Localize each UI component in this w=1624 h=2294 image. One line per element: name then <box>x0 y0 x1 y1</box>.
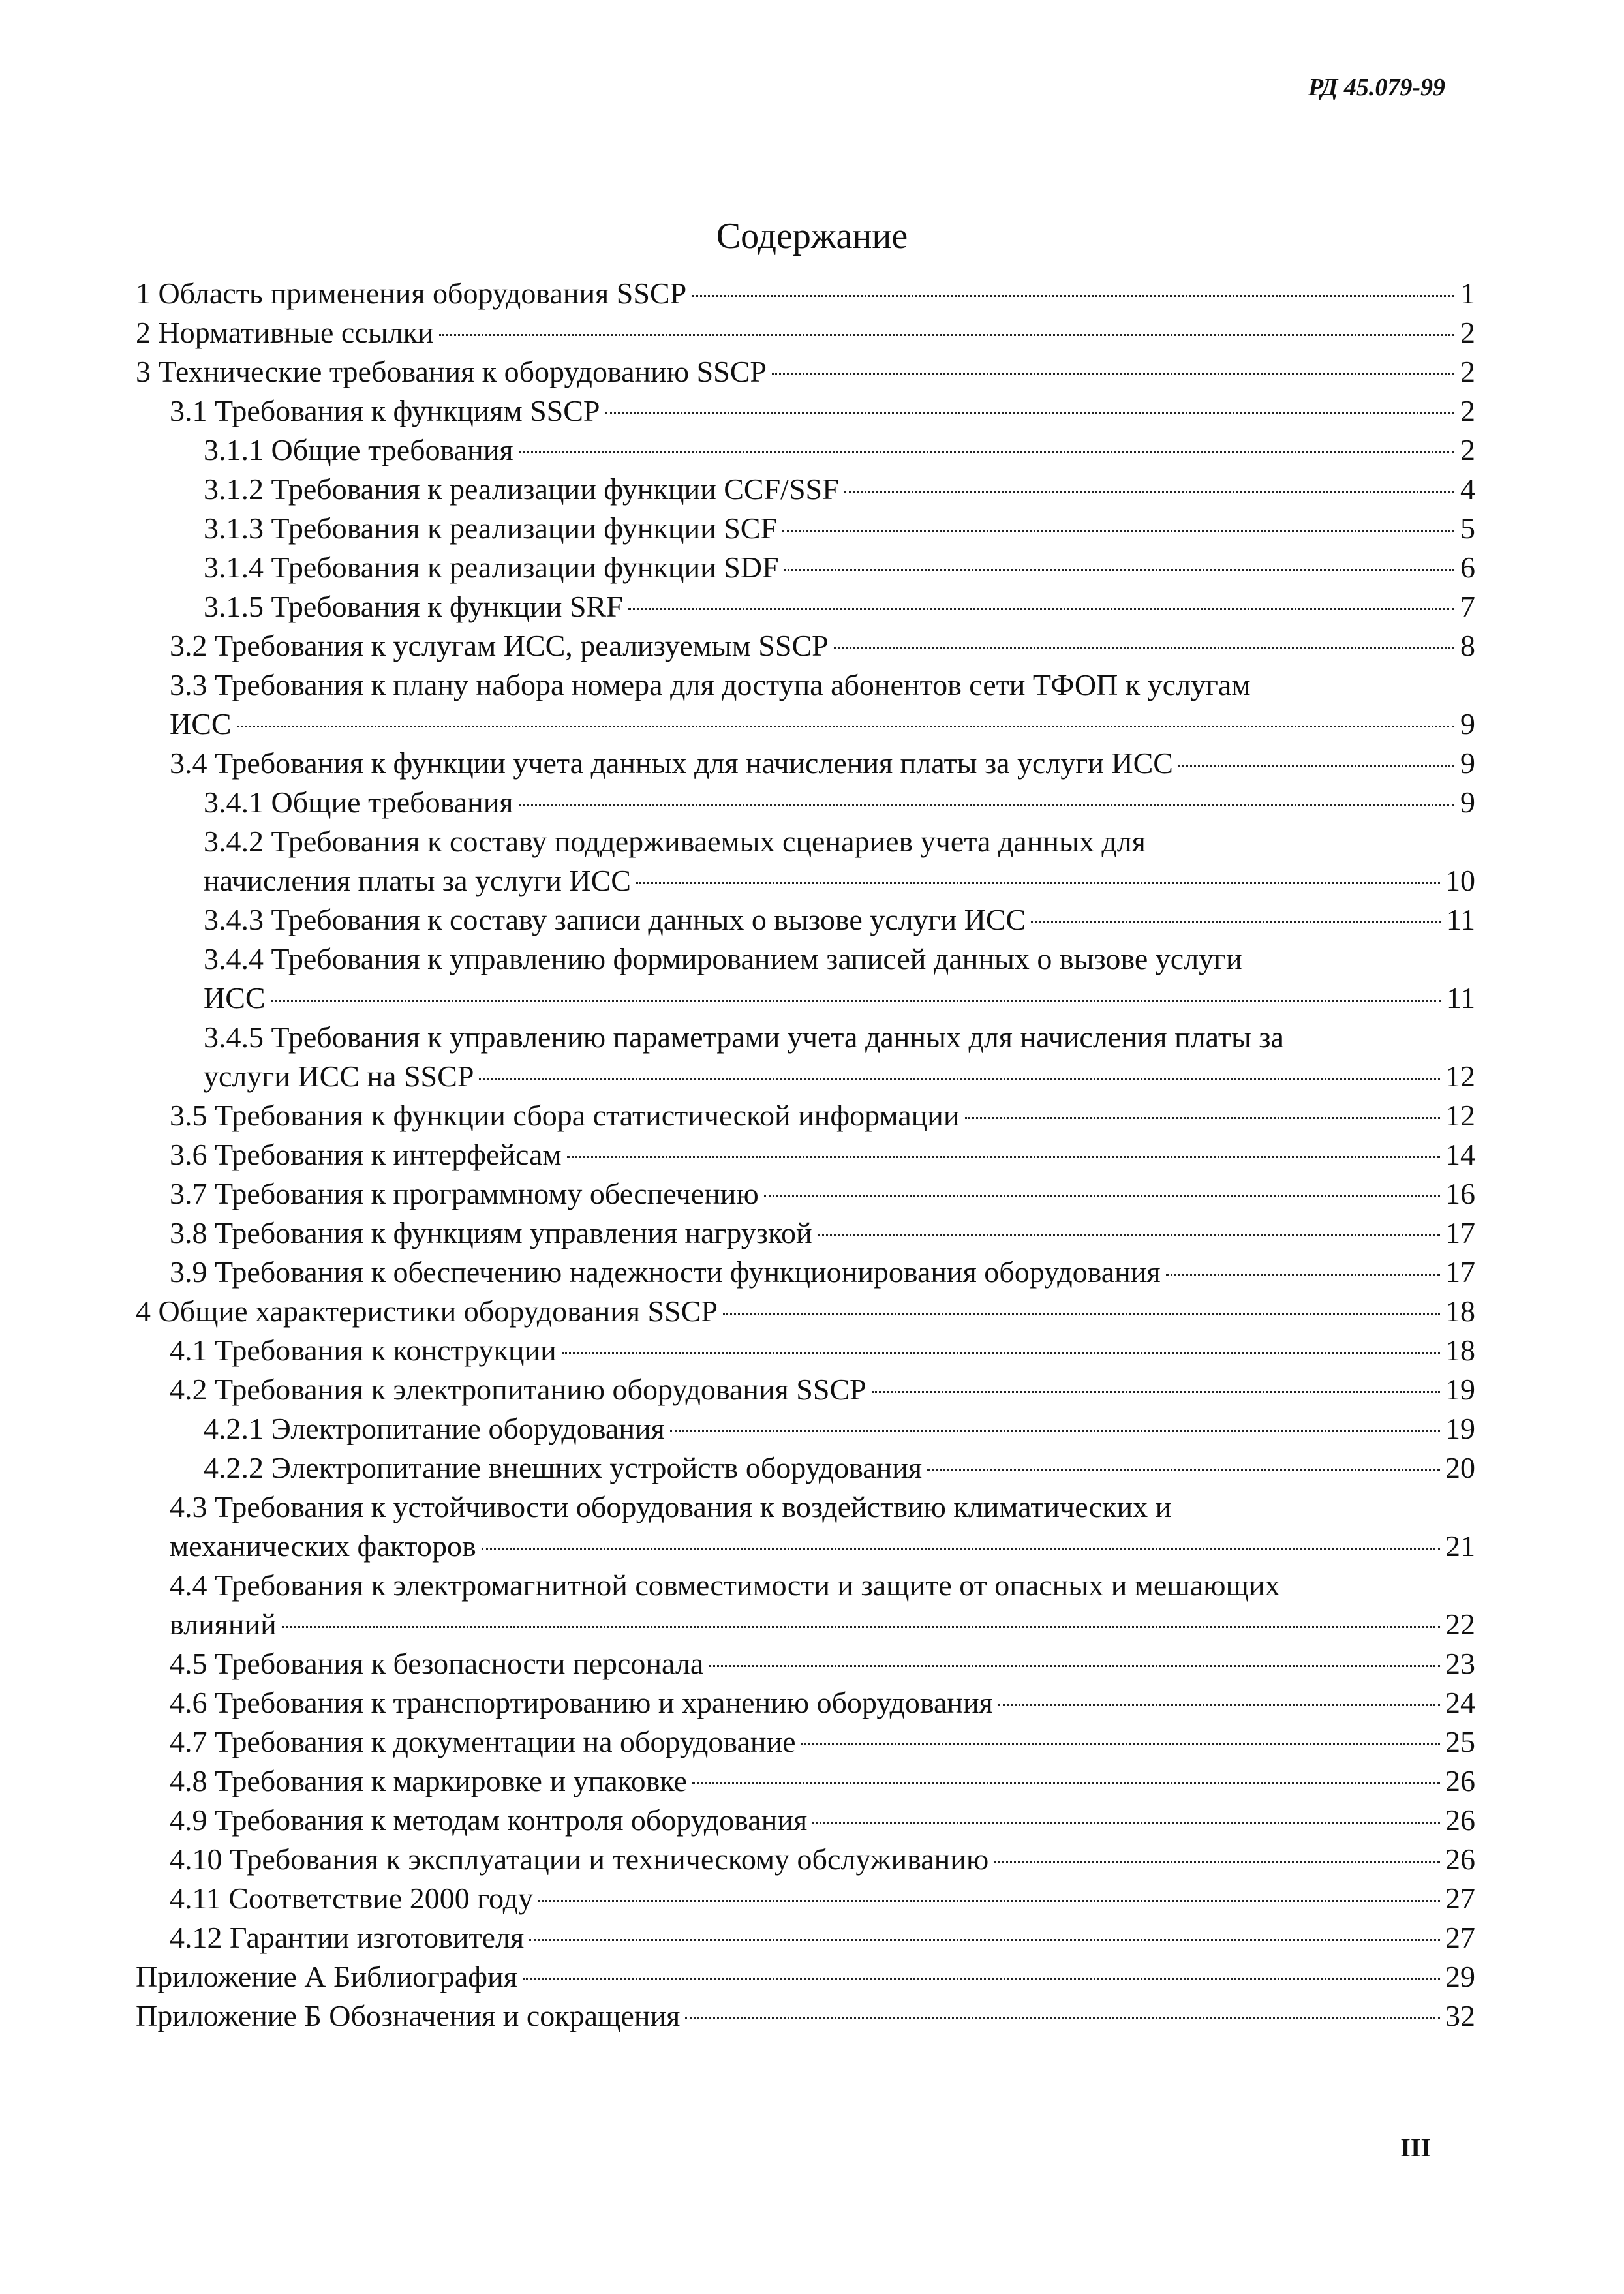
toc-entry-title: 3.1.1 Общие требования <box>204 433 513 466</box>
dot-leader <box>772 373 1454 375</box>
dot-leader <box>764 1195 1440 1197</box>
toc-entry-title: 4 Общие характеристики оборудования SSCP <box>136 1294 718 1328</box>
toc-page-number: 26 <box>1445 1803 1475 1837</box>
document-code: РД 45.079-99 <box>1308 74 1445 101</box>
toc-entry-title: 4.12 Гарантии изготовителя <box>170 1921 525 1954</box>
toc-page-number: 6 <box>1460 551 1475 584</box>
dot-leader <box>927 1469 1440 1471</box>
toc-entry[interactable] <box>136 1214 1475 1253</box>
toc-entry[interactable] <box>136 431 1475 470</box>
dot-leader <box>998 1704 1440 1706</box>
dot-leader <box>628 608 1454 610</box>
toc-entry-title: 3.4 Требования к функции учета данных для начисления платы за услуги ИСС <box>170 746 1173 780</box>
dot-leader <box>994 1861 1440 1863</box>
toc-page-number: 10 <box>1445 864 1475 897</box>
toc-entry-title: 3.7 Требования к программному обеспечению <box>170 1177 759 1210</box>
toc-entry-title: 3.4.3 Требования к составу записи данных о вызове услуги ИСС <box>204 903 1026 936</box>
toc-entry[interactable] <box>136 1174 1475 1214</box>
toc-entry[interactable] <box>136 1566 1475 1644</box>
toc-entry-title: 3 Технические требования к оборудованию SSCP <box>136 355 767 388</box>
toc-entry-title: 4.9 Требования к методам контроля оборудования <box>170 1803 808 1837</box>
toc-entry[interactable] <box>136 509 1475 548</box>
toc-entry-title: Приложение А Библиография <box>136 1960 517 1993</box>
dot-leader <box>562 1352 1440 1354</box>
toc-entry-title: 3.2 Требования к услугам ИСС, реализуемым SSCP <box>170 629 829 662</box>
dot-leader <box>1178 765 1454 767</box>
toc-entry-title: 4.2.2 Электропитание внешних устройств оборудования <box>204 1451 923 1484</box>
dot-leader <box>282 1626 1440 1628</box>
toc-page-number: 18 <box>1445 1294 1475 1328</box>
toc-entry[interactable] <box>136 1292 1475 1331</box>
dot-leader <box>834 647 1454 649</box>
toc-entry[interactable] <box>136 900 1475 940</box>
toc-entry[interactable] <box>136 313 1475 352</box>
toc-page-number: 17 <box>1445 1255 1475 1289</box>
dot-leader <box>482 1548 1440 1550</box>
toc-entry-title: 3.8 Требования к функциям управления нагрузкой <box>170 1216 812 1249</box>
toc-entry-title: Приложение Б Обозначения и сокращения <box>136 1999 681 2032</box>
toc-entry-title: 4.3 Требования к устойчивости оборудования к воздействию климатических и <box>170 1490 1172 1523</box>
toc-entry-title: 4.10 Требования к эксплуатации и техническому обслуживанию <box>170 1843 989 1876</box>
dot-leader <box>237 726 1454 727</box>
dot-leader <box>872 1391 1440 1393</box>
toc-page-number: 11 <box>1446 903 1475 936</box>
toc-heading: Содержание <box>716 215 908 256</box>
toc-page-number: 1 <box>1460 277 1475 310</box>
toc-entry-title: 4.7 Требования к документации на оборудование <box>170 1725 796 1758</box>
toc-entry-title-continued: услуги ИСС на SSCP <box>204 1060 474 1093</box>
dot-leader <box>709 1665 1440 1667</box>
toc-entry[interactable] <box>136 1331 1475 1370</box>
toc-page-number: 19 <box>1445 1373 1475 1406</box>
toc-entry-title: 3.9 Требования к обеспечению надежности функционирования оборудования <box>170 1255 1161 1289</box>
toc-entry[interactable] <box>136 1448 1475 1488</box>
toc-entry-title-continued: механических факторов <box>170 1529 476 1563</box>
toc-entry[interactable] <box>136 1879 1475 1918</box>
dot-leader <box>692 1782 1440 1784</box>
toc-page-number: 4 <box>1460 472 1475 506</box>
dot-leader <box>812 1822 1440 1824</box>
toc-entry[interactable] <box>136 352 1475 391</box>
toc-page-number: 11 <box>1446 981 1475 1015</box>
table-of-contents <box>136 274 1475 2036</box>
toc-page-number: 2 <box>1460 355 1475 388</box>
toc-entry-title: 4.11 Соответствие 2000 году <box>170 1882 534 1915</box>
toc-entry[interactable] <box>136 391 1475 431</box>
dot-leader <box>844 491 1454 493</box>
dot-leader <box>605 412 1455 414</box>
dot-leader <box>271 1000 1441 1002</box>
toc-entry-title: 1 Область применения оборудования SSCP <box>136 277 687 310</box>
toc-page-number: 27 <box>1445 1921 1475 1954</box>
toc-entry[interactable] <box>136 626 1475 665</box>
toc-entry-title: 3.4.1 Общие требования <box>204 786 513 819</box>
dot-leader <box>784 569 1454 571</box>
toc-entry[interactable] <box>136 1096 1475 1135</box>
toc-page-number: 20 <box>1445 1451 1475 1484</box>
toc-page-number: 12 <box>1445 1060 1475 1093</box>
toc-entry-title: 3.4.5 Требования к управлению параметрами учета данных для начисления платы за <box>204 1020 1284 1054</box>
toc-entry-title: 3.1.5 Требования к функции SRF <box>204 590 623 623</box>
toc-entry[interactable] <box>136 1722 1475 1762</box>
toc-entry-title: 4.2 Требования к электропитанию оборудования SSCP <box>170 1373 866 1406</box>
toc-entry-title: 3.4.2 Требования к составу поддерживаемых сценариев учета данных для <box>204 825 1146 858</box>
dot-leader <box>801 1743 1440 1745</box>
toc-page-number: 27 <box>1445 1882 1475 1915</box>
toc-entry-title: 3.4.4 Требования к управлению формированием записей данных о вызове услуги <box>204 942 1242 975</box>
dot-leader <box>479 1078 1440 1080</box>
toc-page-number: 29 <box>1445 1960 1475 1993</box>
dot-leader <box>692 295 1454 297</box>
toc-entry[interactable] <box>136 1409 1475 1448</box>
page-number: III <box>1400 2133 1431 2162</box>
toc-page-number: 12 <box>1445 1099 1475 1132</box>
toc-page-number: 7 <box>1460 590 1475 623</box>
dot-leader <box>519 804 1455 806</box>
toc-entry-title: 3.5 Требования к функции сбора статистической информации <box>170 1099 960 1132</box>
toc-entry-title-continued: ИСС <box>204 981 266 1015</box>
toc-entry-title: 3.1.3 Требования к реализации функции SCF <box>204 512 778 545</box>
toc-entry[interactable] <box>136 1253 1475 1292</box>
toc-page-number: 8 <box>1460 629 1475 662</box>
dot-leader <box>782 530 1454 532</box>
dot-leader <box>523 1978 1440 1980</box>
toc-entry[interactable] <box>136 1370 1475 1409</box>
toc-page-number: 26 <box>1445 1843 1475 1876</box>
toc-page-number: 17 <box>1445 1216 1475 1249</box>
dot-leader <box>567 1156 1440 1158</box>
toc-entry[interactable] <box>136 1683 1475 1722</box>
toc-entry[interactable] <box>136 1801 1475 1840</box>
dot-leader <box>519 451 1455 453</box>
toc-page-number: 18 <box>1445 1334 1475 1367</box>
toc-entry[interactable] <box>136 783 1475 822</box>
toc-page-number: 21 <box>1445 1529 1475 1563</box>
toc-page-number: 14 <box>1445 1138 1475 1171</box>
toc-page-number: 22 <box>1445 1608 1475 1641</box>
dot-leader <box>685 2017 1440 2019</box>
dot-leader <box>529 1939 1440 1941</box>
toc-entry[interactable] <box>136 744 1475 783</box>
toc-entry-title-continued: влияний <box>170 1608 277 1641</box>
toc-entry[interactable] <box>136 1018 1475 1096</box>
dot-leader <box>1031 921 1441 923</box>
toc-entry[interactable] <box>136 1996 1475 2036</box>
dot-leader <box>636 882 1440 884</box>
toc-page-number: 26 <box>1445 1764 1475 1797</box>
toc-entry-title-continued: ИСС <box>170 707 232 741</box>
toc-page-number: 25 <box>1445 1725 1475 1758</box>
toc-entry[interactable] <box>136 1957 1475 1996</box>
dot-leader <box>670 1430 1440 1432</box>
toc-entry-title: 3.1.2 Требования к реализации функции CCF/SSF <box>204 472 839 506</box>
toc-entry-title: 3.1.4 Требования к реализации функции SDF <box>204 551 779 584</box>
toc-page-number: 5 <box>1460 512 1475 545</box>
toc-entry-title: 3.1 Требования к функциям SSCP <box>170 394 600 427</box>
toc-entry-title-continued: начисления платы за услуги ИСС <box>204 864 631 897</box>
toc-entry-title: 4.4 Требования к электромагнитной совместимости и защите от опасных и мешающих <box>170 1568 1280 1602</box>
toc-entry[interactable] <box>136 470 1475 509</box>
toc-entry[interactable] <box>136 1840 1475 1879</box>
toc-entry[interactable] <box>136 1762 1475 1801</box>
dot-leader <box>723 1313 1440 1315</box>
toc-page-number: 2 <box>1460 394 1475 427</box>
toc-entry-title: 4.8 Требования к маркировке и упаковке <box>170 1764 687 1797</box>
toc-entry-title: 4.5 Требования к безопасности персонала <box>170 1647 704 1680</box>
toc-page-number: 2 <box>1460 316 1475 349</box>
dot-leader <box>965 1117 1440 1119</box>
toc-entry-title: 4.6 Требования к транспортированию и хранению оборудования <box>170 1686 993 1719</box>
toc-page-number: 19 <box>1445 1412 1475 1445</box>
dot-leader <box>538 1900 1440 1902</box>
toc-entry[interactable] <box>136 274 1475 313</box>
toc-entry[interactable] <box>136 1644 1475 1683</box>
toc-entry-title: 3.6 Требования к интерфейсам <box>170 1138 562 1171</box>
toc-page-number: 23 <box>1445 1647 1475 1680</box>
toc-entry[interactable] <box>136 1918 1475 1957</box>
toc-page-number: 2 <box>1460 433 1475 466</box>
dot-leader <box>439 334 1454 336</box>
toc-entry[interactable] <box>136 1135 1475 1174</box>
dot-leader <box>1166 1274 1440 1276</box>
toc-page-number: 32 <box>1445 1999 1475 2032</box>
toc-entry-title: 3.3 Требования к плану набора номера для доступа абонентов сети ТФОП к услугам <box>170 668 1251 701</box>
dot-leader <box>818 1234 1440 1236</box>
toc-entry[interactable] <box>136 587 1475 626</box>
toc-entry-title: 4.1 Требования к конструкции <box>170 1334 557 1367</box>
toc-entry[interactable] <box>136 940 1475 1018</box>
toc-entry-title: 2 Нормативные ссылки <box>136 316 434 349</box>
toc-page-number: 9 <box>1460 786 1475 819</box>
toc-entry[interactable] <box>136 1488 1475 1566</box>
toc-entry[interactable] <box>136 548 1475 587</box>
toc-page-number: 24 <box>1445 1686 1475 1719</box>
toc-entry[interactable] <box>136 822 1475 900</box>
toc-entry[interactable] <box>136 665 1475 744</box>
toc-page-number: 16 <box>1445 1177 1475 1210</box>
toc-page-number: 9 <box>1460 746 1475 780</box>
toc-page-number: 9 <box>1460 707 1475 741</box>
toc-entry-title: 4.2.1 Электропитание оборудования <box>204 1412 665 1445</box>
